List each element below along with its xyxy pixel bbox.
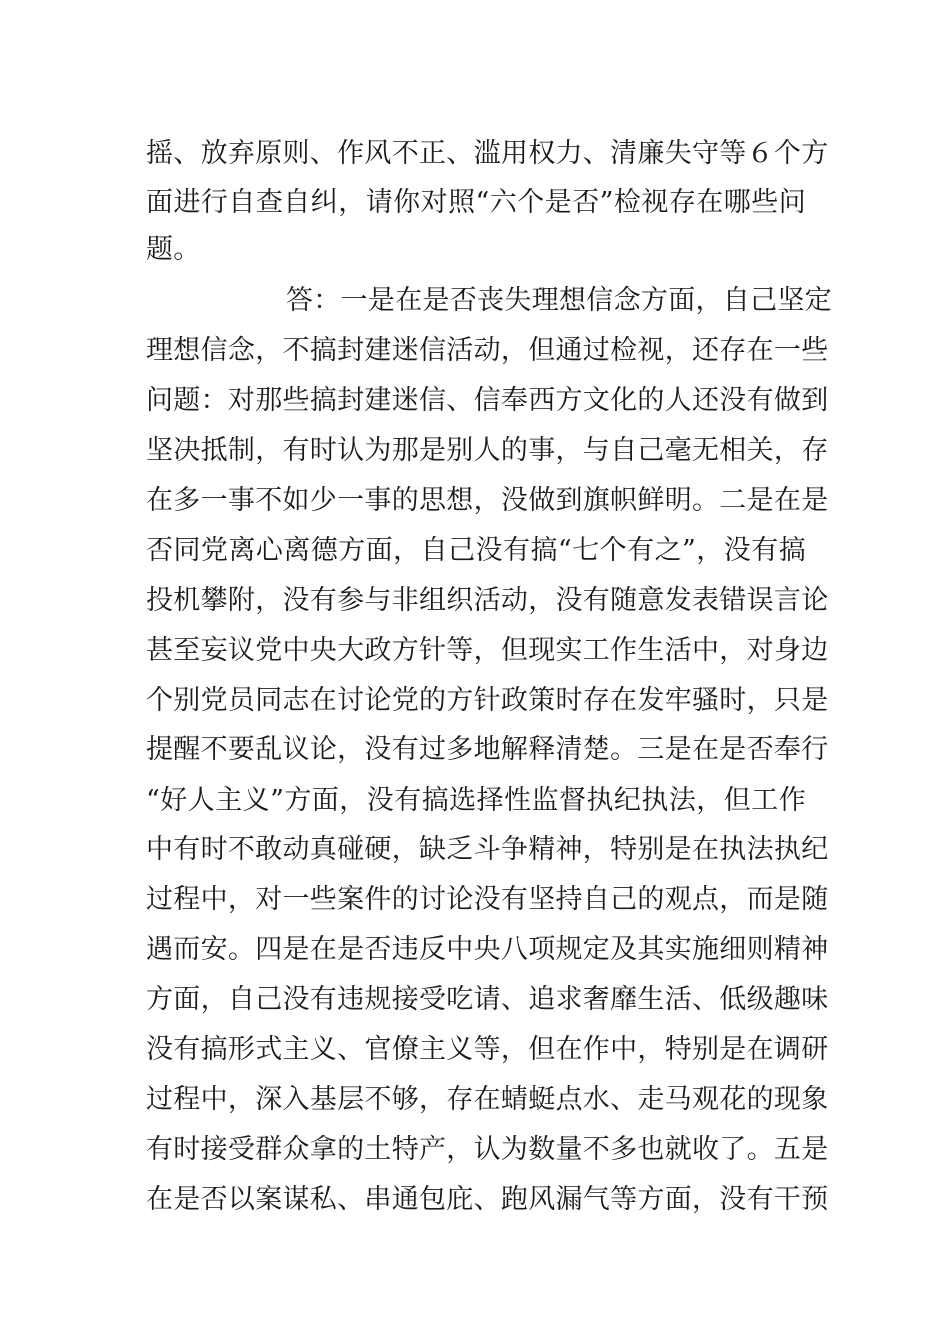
text-line: 过程中，对一些案件的讨论没有坚持自己的观点，而是随 [146,884,829,915]
text-line: 问题：对那些搞封建迷信、信奉西方文化的人还没有做到 [146,385,829,416]
text-line: 遇而安。四是在是否违反中央八项规定及其实施细则精神 [146,934,829,965]
text-line: 有时接受群众拿的土特产，认为数量不多也就收了。五是 [146,1134,829,1165]
text-line: 甚至妄议党中央大政方针等，但现实工作生活中，对身边 [146,635,829,666]
text-line: “好人主义”方面，没有搞选择性监督执纪执法，但工作 [146,785,806,816]
text-line: 方面，自己没有违规接受吃请、追求奢靡生活、低级趣味 [146,984,829,1015]
text-line: 在多一事不如少一事的思想，没做到旗帜鲜明。二是在是 [146,485,829,516]
text-line: 在是否以案谋私、串通包庇、跑风漏气等方面，没有干预 [146,1184,829,1215]
text-line: 否同党离心离德方面，自己没有搞“七个有之”，没有搞 [146,535,806,566]
text-line: 投机攀附，没有参与非组织活动，没有随意发表错误言论 [146,585,829,616]
text-line: 摇、放弃原则、作风不正、滥用权力、清廉失守等６个方 [146,138,829,169]
text-line: 提醒不要乱议论，没有过多地解释清楚。三是在是否奉行 [146,734,829,765]
text-line: 没有搞形式主义、官僚主义等，但在作中，特别是在调研 [146,1034,829,1065]
answer-first-line: 答：一是在是否丧失理想信念方面，自己坚定 [286,285,832,316]
text-line: 理想信念，不搞封建迷信活动，但通过检视，还存在一些 [146,335,829,366]
text-line: 面进行自查自纠，请你对照“六个是否”检视存在哪些问 [146,187,806,218]
text-line: 坚决抵制，有时认为那是别人的事，与自己毫无相关，存 [146,435,829,466]
text-line: 中有时不敢动真碰硬，缺乏斗争精神，特别是在执法执纪 [146,834,829,865]
text-line: 题。 [146,234,201,265]
text-line: 个别党员同志在讨论党的方针政策时存在发牢骚时，只是 [146,685,829,716]
text-line: 过程中，深入基层不够，存在蜻蜓点水、走马观花的现象 [146,1084,829,1115]
